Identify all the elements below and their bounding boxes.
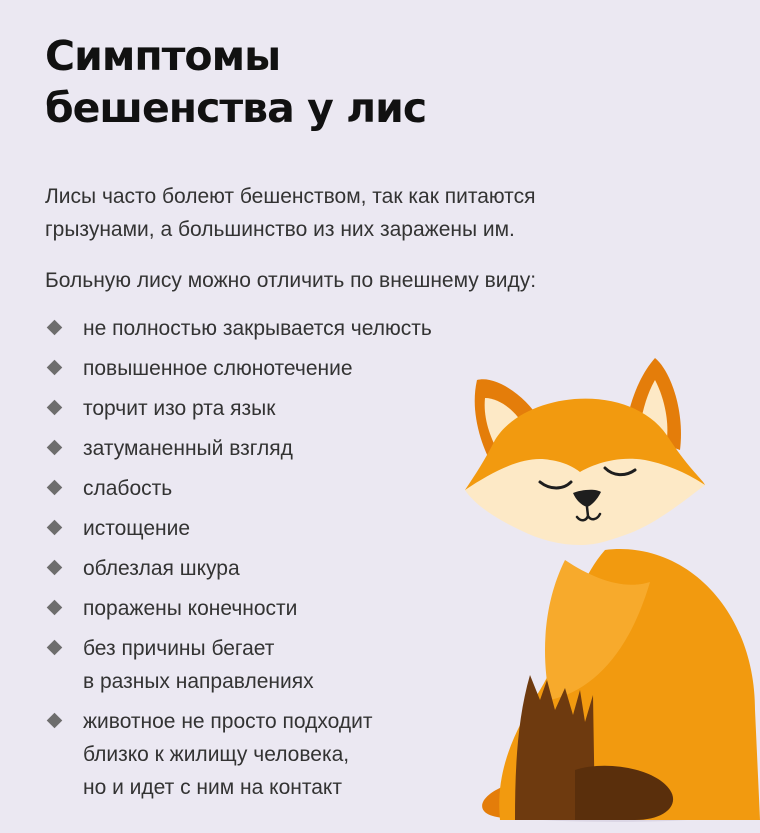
title-line-2: бешенства у лис [45, 84, 427, 132]
list-item-text: не полностью закрывается челюсть [83, 317, 432, 340]
list-item [45, 472, 432, 505]
diamond-bullet-icon [47, 320, 63, 336]
list-item [45, 512, 432, 545]
list-item [45, 392, 432, 425]
list-item [45, 312, 432, 345]
diamond-bullet-icon [47, 560, 63, 576]
list-item-text: торчит изо рта язык [83, 397, 276, 420]
list-lead-text: Больную лису можно отличить по внешнему виду: [45, 269, 537, 292]
title-line-1: Симптомы [45, 32, 281, 80]
list-item [45, 552, 432, 585]
fox-illustration [455, 350, 760, 833]
diamond-bullet-icon [47, 640, 63, 656]
diamond-bullet-icon [47, 440, 63, 456]
list-item-text: животное не просто подходит [83, 710, 373, 733]
list-item-text: слабость [83, 477, 173, 500]
list-item-text: затуманенный взгляд [83, 437, 293, 460]
list-item-text: но и идет с ним на контакт [83, 776, 342, 799]
diamond-bullet-icon [47, 480, 63, 496]
diamond-bullet-icon [47, 520, 63, 536]
list-item-text: без причины бегает [83, 637, 275, 660]
symptom-list [45, 312, 432, 811]
list-item [45, 592, 432, 625]
list-item-text: облезлая шкура [83, 557, 240, 580]
intro-line-2: грызунами, а большинство из них заражены им. [45, 218, 515, 241]
list-item-text: истощение [83, 517, 191, 540]
list-item [45, 632, 432, 698]
list-item [45, 352, 432, 385]
diamond-bullet-icon [47, 713, 63, 729]
intro-paragraph [45, 180, 685, 246]
diamond-bullet-icon [47, 400, 63, 416]
list-item-text: близко к жилищу человека, [83, 743, 350, 766]
list-item-text: в разных направлениях [83, 670, 314, 693]
page-title [45, 30, 426, 134]
list-item-text: повышенное слюнотечение [83, 357, 353, 380]
diamond-bullet-icon [47, 600, 63, 616]
list-item [45, 432, 432, 465]
diamond-bullet-icon [47, 360, 63, 376]
intro-line-1: Лисы часто болеют бешенством, так как питаются [45, 185, 536, 208]
list-item [45, 705, 432, 804]
list-item-text: поражены конечности [83, 597, 298, 620]
